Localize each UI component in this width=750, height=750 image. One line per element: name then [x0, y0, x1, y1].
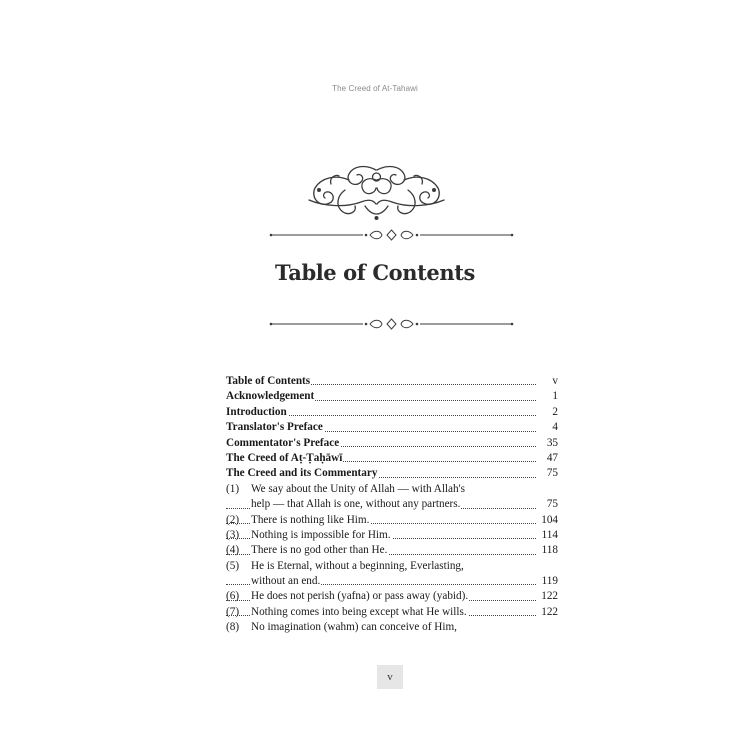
toc-item[interactable] — [226, 482, 558, 497]
floral-ornament-icon — [305, 160, 448, 224]
page-title: Table of Contents — [275, 260, 475, 285]
page-number: v — [377, 665, 403, 689]
toc-item-page: 114 — [536, 528, 558, 543]
toc-item-continued[interactable] — [226, 497, 558, 512]
toc-item-number: (4) — [226, 544, 240, 557]
toc-item[interactable] — [226, 605, 558, 620]
toc-entry-page: 75 — [536, 466, 558, 481]
toc-entry[interactable] — [226, 451, 558, 466]
toc-item-continued[interactable] — [226, 574, 558, 589]
toc-entry-label: Table of Contents — [226, 374, 311, 389]
toc-item-page: 75 — [536, 497, 558, 512]
toc-item-label: He is Eternal, without a beginning, Everlasting, — [251, 559, 465, 574]
toc-entry-page: 2 — [536, 405, 558, 420]
toc-entry[interactable] — [226, 389, 558, 404]
toc-entry-page: v — [536, 374, 558, 389]
toc-entry[interactable] — [226, 436, 558, 451]
decorative-divider-icon — [268, 228, 515, 242]
toc-item[interactable] — [226, 620, 558, 635]
toc-item-number: (7) — [226, 605, 240, 618]
toc-item-label: There is no god other than He. — [251, 543, 388, 558]
toc-item-number: (1) — [226, 482, 240, 495]
toc-item-number: (8) — [226, 621, 240, 634]
toc-item-label: We say about the Unity of Allah — with Allah's — [251, 482, 466, 497]
table-of-contents — [226, 374, 558, 636]
toc-item-page: 122 — [536, 605, 558, 620]
toc-item-number: (2) — [226, 513, 240, 526]
toc-item[interactable] — [226, 559, 558, 574]
toc-item-number: (3) — [226, 528, 240, 541]
toc-item-number: (5) — [226, 559, 240, 572]
toc-entry-label: Acknowledgement — [226, 389, 315, 404]
toc-entry[interactable] — [226, 374, 558, 389]
toc-item-label: No imagination (wahm) can conceive of Him, — [251, 620, 458, 635]
toc-item-page: 118 — [536, 543, 558, 558]
toc-item[interactable] — [226, 543, 558, 558]
running-head: The Creed of At-Tahawi — [332, 84, 418, 93]
toc-item-label: without an end. — [251, 574, 321, 589]
toc-item-label: Nothing is impossible for Him. — [251, 528, 392, 543]
toc-item[interactable] — [226, 589, 558, 604]
toc-entry-page: 4 — [536, 420, 558, 435]
toc-entry[interactable] — [226, 466, 558, 481]
toc-item[interactable] — [226, 513, 558, 528]
toc-entry-label: Commentator's Preface — [226, 436, 340, 451]
toc-entry-page: 47 — [536, 451, 558, 466]
toc-entry-page: 1 — [536, 389, 558, 404]
toc-item-label: help — that Allah is one, without any partners. — [251, 497, 461, 512]
toc-item-label: He does not perish (yafna) or pass away (yabid). — [251, 589, 469, 604]
toc-item-number: (6) — [226, 590, 240, 603]
toc-entry-label: Introduction — [226, 405, 288, 420]
toc-entry-label: Translator's Preface — [226, 420, 324, 435]
decorative-divider-icon — [268, 317, 515, 331]
toc-entry-page: 35 — [536, 436, 558, 451]
toc-entry[interactable] — [226, 420, 558, 435]
toc-item-label: Nothing comes into being except what He wills. — [251, 605, 468, 620]
toc-entry-label: The Creed and its Commentary — [226, 466, 378, 481]
toc-item[interactable] — [226, 528, 558, 543]
toc-item-page: 104 — [536, 513, 558, 528]
toc-entry[interactable] — [226, 405, 558, 420]
toc-item-page: 122 — [536, 589, 558, 604]
toc-item-page: 119 — [536, 574, 558, 589]
toc-entry-label: The Creed of Aṭ-Ṭaḥāwī — [226, 451, 343, 466]
toc-item-label: There is nothing like Him. — [251, 513, 370, 528]
